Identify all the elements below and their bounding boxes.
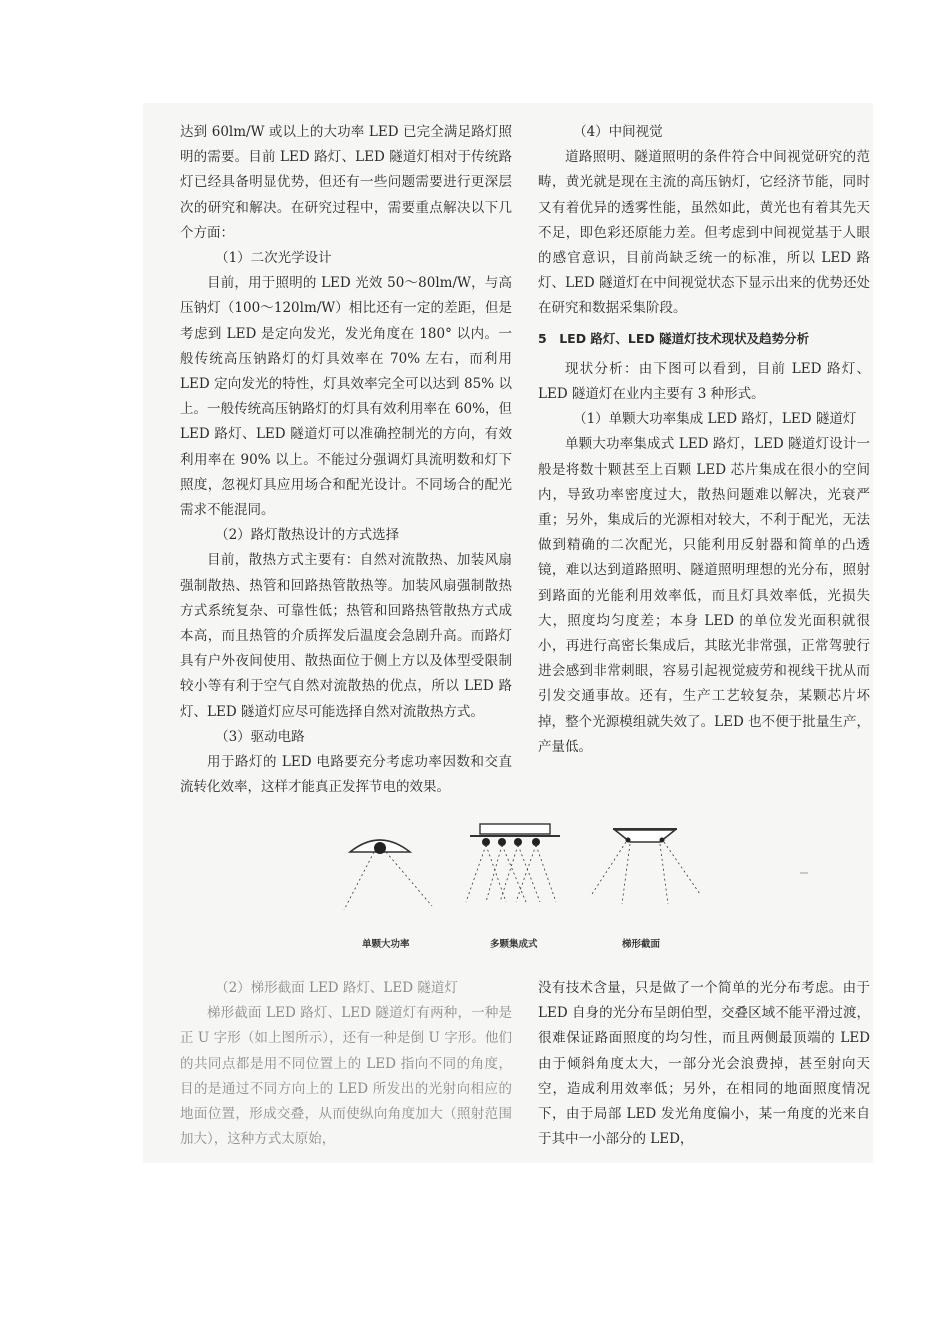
subsection-heading: （1）二次光学设计 <box>215 250 332 267</box>
subsection-heading: （1）单颗大功率集成 LED 路灯，LED 隧道灯 <box>573 411 857 428</box>
paragraph: 梯形截面 LED 路灯、LED 隧道灯有两种，一种是正 U 字形（如上图所示），还有一种是倒 U 字形。他们的共同点都是用不同位置上的 LED 指向不同的角度，目的是通过不同方向上的 LED 所发出的光射向相应的地面位置，形成交叠，从而使纵向角度加大（照射范围加大），这种方式太原始， <box>180 1005 512 1148</box>
paragraph: 单颗大功率集成式 LED 路灯，LED 隧道灯设计一般是将数十颗甚至上百颗 LED 芯片集成在很小的空间内，导致功率密度过大，散热问题难以解决，光衰严重；另外，集成后的光源相对较大，不利于配光，无法做到精确的二次配光，只能利用反射器和简单的凸透镜，难以达到道路照明、隧道照明理想的光分布，照射到路面的光能利用效率低，而且灯具效率低，光损失大，照度均匀度差；本身 LED 的单位发光面积就很小，再进行高密长集成后，其眩光非常强，正常驾驶行进会感到非常刺眼，容易引起视觉疲劳和视线干扰从而引发交通事故。还有，生产工艺较复杂，某颗芯片坏掉，整个光源模组就失效了。LED 也不便于批量生产，产量低。 <box>538 436 870 755</box>
caption-multi-chip: 多颗集成式 <box>490 939 538 950</box>
subsection-heading: （2）路灯散热设计的方式选择 <box>215 527 400 544</box>
multi-chip-lamp-diagram <box>466 824 560 902</box>
section-heading: 5 LED 路灯、LED 隧道灯技术现状及趋势分析 <box>538 330 810 346</box>
caption-trapezoid: 梯形截面 <box>622 939 661 950</box>
paragraph: 目前，散热方式主要有：自然对流散热、加装风扇强制散热、热管和回路热管散热等。加装风扇强制散热方式系统复杂、可靠性低；热管和回路热管散热方式成本高，而且热管的介质挥发后温度会急剧升高。而路灯具有户外夜间使用、散热面位于侧上方以及体型受限制较小等有利于空气自然对流散热的优点，所以 LED 路灯、LED 隧道灯应尽可能选择自然对流散热方式。 <box>180 552 512 720</box>
caption-single-lamp: 单颗大功率 <box>362 939 410 950</box>
lamp-figure <box>330 818 830 953</box>
paragraph: 没有技术含量，只是做了一个简单的光分布考虑。由于 LED 自身的光分布呈朗伯型，交叠区域不能平滑过渡，很难保证路面照度的均匀性，而且两侧最顶端的 LED 由于倾斜角度太大，一部分光会浪费掉，甚至射向天空，造成利用效率低；另外，在相同的地面照度情况下，由于局部 LED 发光角度偏小，某一角度的光来自于其中一小部分的 LED， <box>538 980 870 1148</box>
paragraph: 道路照明、隧道照明的条件符合中间视觉研究的范畴，黄光就是现在主流的高压钠灯，它经济节能，同时又有着优异的透雾性能，虽然如此，黄光也有着其先天不足，即色彩还原能力差。但考虑到中间视觉基于人眼的感官意识，目前尚缺乏统一的标准，所以 LED 路灯、LED 隧道灯在中间视觉状态下显示出来的优势还处在研究和数据采集阶段。 <box>538 149 870 317</box>
paragraph: 达到 60lm/W 或以上的大功率 LED 已完全满足路灯照明的需要。目前 LED 路灯、LED 隧道灯相对于传统路灯已经具备明显优势，但还有一些问题需要进行更深层次的研究和解决。在研究过程中，需要重点解决以下几个方面： <box>180 124 512 241</box>
paragraph: 目前，用于照明的 LED 光效 50～80lm/W，与高压钠灯（100～120lm/W）相比还有一定的差距，但是考虑到 LED 是定向发光，发光角度在 180° 以内。一般传统高压钠路灯的灯具效率在 70% 左右，而利用 LED 定向发光的特性，灯具效率完全可以达到 85% 以上。一般传统高压钠路灯的灯具有效利用率在 60%，但 LED 路灯、LED 隧道灯可以准确控制光的方向，有效利用率在 90% 以上。不能过分强调灯具流明数和灯下照度，忽视灯具应用场合和配光设计。不同场合的配光需求不能混同。 <box>180 275 512 519</box>
trapezoid-lamp-diagram <box>592 829 700 904</box>
paragraph: 用于路灯的 LED 电路要充分考虑功率因数和交直流转化效率，这样才能真正发挥节电的效果。 <box>180 754 512 796</box>
subsection-heading: （4）中间视觉 <box>573 124 663 140</box>
bottom-left-column <box>180 976 512 1152</box>
subsection-heading: （3）驱动电路 <box>215 728 305 745</box>
subsection-heading: （2）梯形截面 LED 路灯、LED 隧道灯 <box>215 980 458 996</box>
left-column <box>180 120 512 800</box>
single-lamp-diagram <box>344 840 432 910</box>
bottom-right-column <box>538 976 870 1152</box>
right-column <box>538 120 870 760</box>
paragraph: 现状分析：由下图可以看到，目前 LED 路灯、LED 隧道灯在业内主要有 3 种形式。 <box>538 360 870 403</box>
